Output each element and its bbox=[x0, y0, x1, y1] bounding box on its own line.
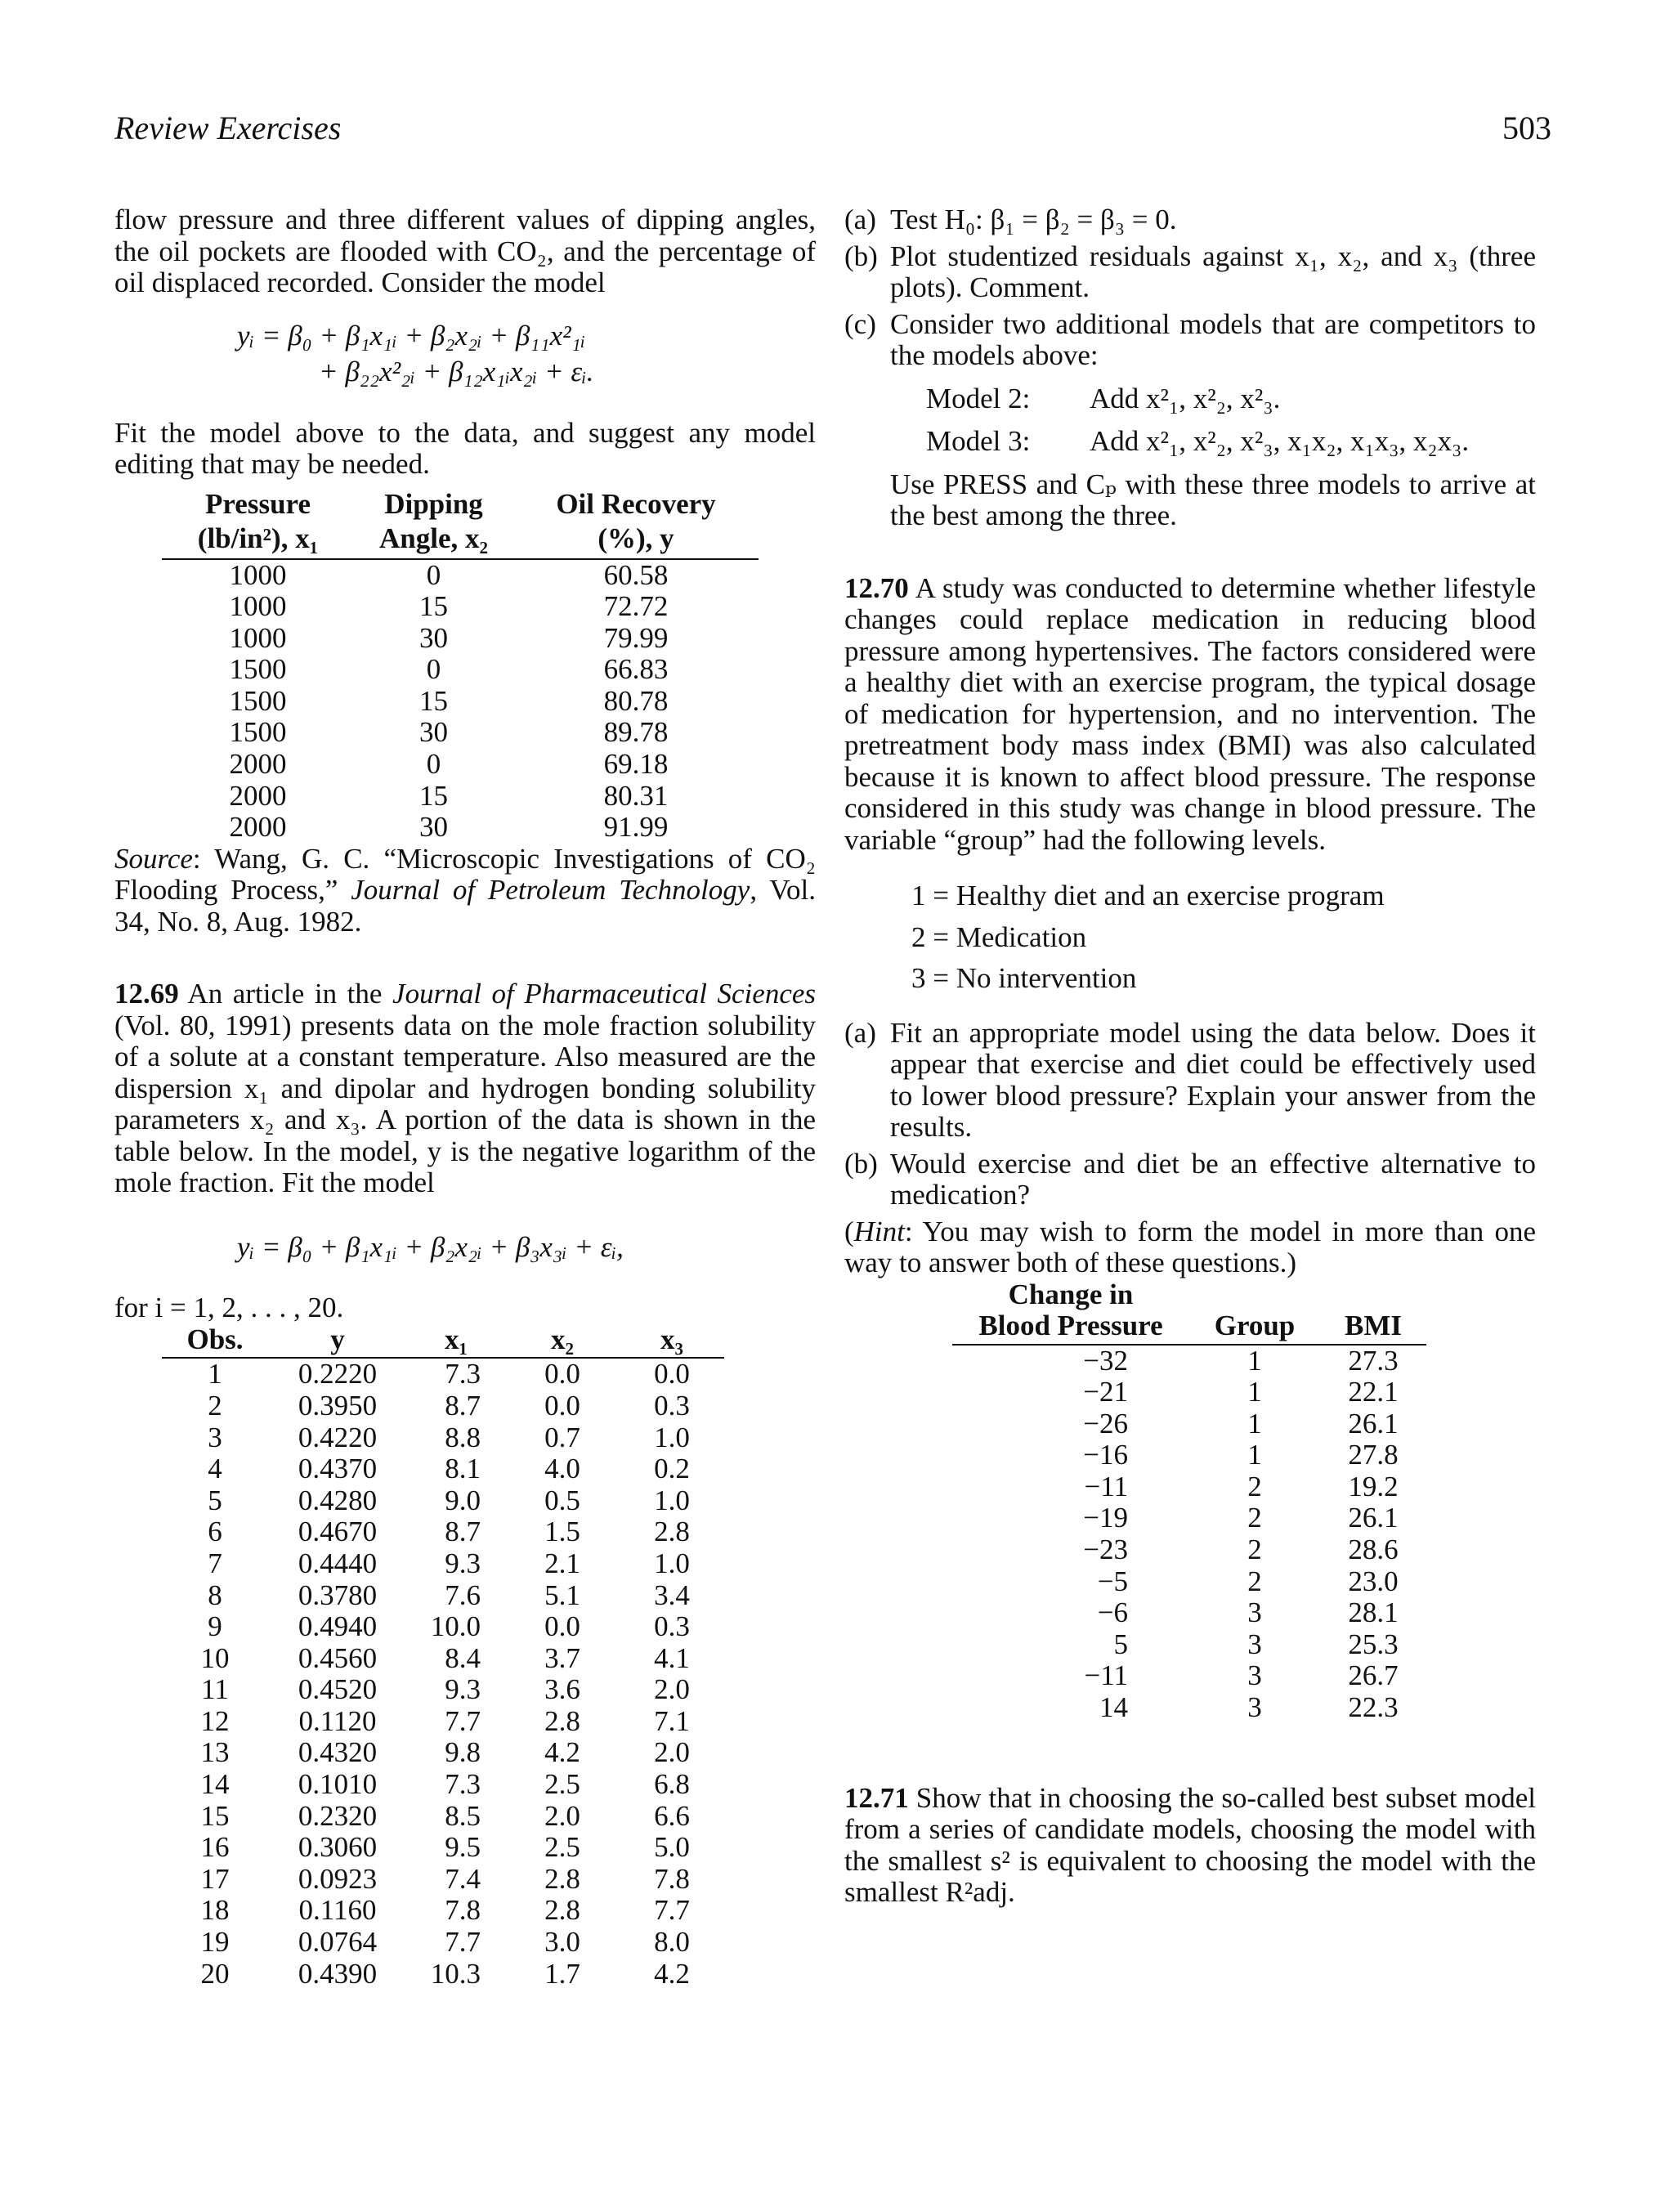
table-cell: 8 bbox=[208, 1578, 222, 1611]
ex70-parts bbox=[844, 1018, 1536, 1211]
table-row bbox=[162, 781, 759, 813]
table-cell: 0.5 bbox=[544, 1484, 580, 1516]
col-header: Obs. bbox=[162, 1324, 268, 1359]
table-cell: 5.0 bbox=[654, 1831, 690, 1864]
table-row bbox=[162, 1390, 724, 1422]
table-cell: 28.6 bbox=[1348, 1534, 1399, 1566]
table-cell: 0.0 bbox=[544, 1389, 580, 1422]
table-cell: 4.0 bbox=[544, 1453, 580, 1485]
table-cell: 0.0 bbox=[544, 1610, 580, 1643]
col-header: Angle, x₂ bbox=[354, 523, 513, 559]
ex70-text: A study was conducted to determine whether lifestyle changes could replace medication in reducing blood pressure among hypertensives. The factors considered were a healthy diet with an exercise program, the typical dosage of medication for hypertension, and no intervention. The pretreatment body mass index (BMI) was also calculated because it is known to affect blood pressure. The response considered in this study was change in blood pressure. The variable “group” had the following levels. bbox=[844, 571, 1536, 856]
table-cell: 7.8 bbox=[445, 1894, 481, 1927]
table-cell: 3.6 bbox=[544, 1673, 580, 1706]
model-equation-line1: yᵢ = β₀ + β₁x₁ᵢ + β₂x₂ᵢ + β₁₁x²₁ᵢ bbox=[237, 319, 586, 352]
table-cell: 23.0 bbox=[1348, 1565, 1399, 1597]
col-header: Blood Pressure bbox=[952, 1310, 1189, 1345]
table-cell: 1 bbox=[1247, 1344, 1262, 1377]
table-cell: 3 bbox=[208, 1421, 222, 1453]
table-cell: 17 bbox=[200, 1862, 230, 1895]
col-header: BMI bbox=[1320, 1310, 1426, 1345]
table-cell: 1500 bbox=[229, 716, 287, 749]
table-row bbox=[162, 1422, 724, 1454]
table-cell: 5.1 bbox=[544, 1578, 580, 1611]
table-cell: 5 bbox=[1113, 1628, 1128, 1660]
source-rest: , Vol. 34, No. 8, Aug. 1982. bbox=[114, 874, 816, 938]
exercise-number: 12.70 bbox=[844, 571, 909, 604]
part-label: (a) bbox=[844, 1016, 876, 1049]
table-cell: 3 bbox=[1247, 1596, 1262, 1629]
table-row bbox=[162, 654, 759, 686]
col-header: y bbox=[268, 1324, 407, 1359]
table-cell: 72.72 bbox=[603, 590, 669, 623]
table-cell: 6.6 bbox=[654, 1799, 690, 1832]
table-cell: 0.4560 bbox=[298, 1641, 378, 1674]
table-cell: 8.8 bbox=[445, 1421, 481, 1453]
table-row bbox=[162, 1706, 724, 1738]
blood-pressure-table bbox=[952, 1279, 1426, 1724]
table-cell: 19 bbox=[200, 1926, 230, 1959]
table-cell: 4 bbox=[208, 1453, 222, 1485]
col-header: (lb/in²), x₁ bbox=[162, 523, 354, 559]
right-column bbox=[844, 204, 1536, 1909]
table-cell: 7.4 bbox=[445, 1862, 481, 1895]
table-cell: 0.3950 bbox=[298, 1389, 378, 1422]
table-row bbox=[952, 1629, 1426, 1661]
table-row bbox=[162, 749, 759, 781]
model-desc: Add x²₁, x²₂, x²₃, x₁x₂, x₁x₃, x₂x₃. bbox=[1090, 425, 1470, 457]
table-cell: −23 bbox=[1083, 1534, 1128, 1566]
table-cell: 0.2320 bbox=[298, 1799, 378, 1832]
table-cell: 22.1 bbox=[1348, 1376, 1399, 1408]
table-cell: 1000 bbox=[229, 621, 287, 654]
table-row bbox=[162, 1453, 724, 1485]
table-row bbox=[162, 1959, 724, 1990]
source-journal: Journal of Petroleum Technology bbox=[351, 874, 750, 907]
table-cell: 2000 bbox=[229, 811, 287, 844]
table-row bbox=[162, 1674, 724, 1706]
model-name: Model 2: bbox=[926, 382, 1031, 414]
index-range: for i = 1, 2, . . . , 20. bbox=[114, 1292, 344, 1324]
exercise-part bbox=[844, 241, 1536, 304]
left-column bbox=[114, 204, 816, 1990]
table-cell: −11 bbox=[1084, 1470, 1128, 1502]
table-cell: 0.4940 bbox=[298, 1610, 378, 1643]
model-equation-line2: + β₂₂x²₂ᵢ + β₁₂x₁ᵢx₂ᵢ + εᵢ. bbox=[319, 356, 594, 387]
table-cell: 3.7 bbox=[544, 1641, 580, 1674]
table-cell: 0 bbox=[426, 558, 441, 591]
table-cell: 1 bbox=[1247, 1407, 1262, 1440]
table-row bbox=[162, 1801, 724, 1833]
table-cell: 4.2 bbox=[544, 1736, 580, 1769]
group-level: 2 = Medication bbox=[911, 920, 1087, 953]
table-cell: 0.4440 bbox=[298, 1547, 378, 1579]
table-cell: 2.8 bbox=[654, 1516, 690, 1548]
table-cell: 1.0 bbox=[654, 1484, 690, 1516]
exercise-part bbox=[844, 1149, 1536, 1211]
table-cell: 18 bbox=[200, 1894, 230, 1927]
table-cell: 2.0 bbox=[544, 1799, 580, 1832]
table-cell: 8.7 bbox=[445, 1516, 481, 1548]
col-header: x₃ bbox=[620, 1324, 724, 1359]
table-cell: 8.0 bbox=[654, 1926, 690, 1959]
table-cell: 3 bbox=[1247, 1659, 1262, 1692]
table-cell: 28.1 bbox=[1348, 1596, 1399, 1629]
table-cell: 1500 bbox=[229, 684, 287, 717]
table-cell: 27.3 bbox=[1348, 1344, 1399, 1377]
table-cell: 26.7 bbox=[1348, 1659, 1399, 1692]
model-row bbox=[926, 383, 1536, 415]
table-cell: 1000 bbox=[229, 558, 287, 591]
table-cell: 0.1120 bbox=[298, 1704, 377, 1737]
exercise-12-71 bbox=[844, 1783, 1536, 1909]
hint-label: Hint bbox=[853, 1215, 905, 1247]
table-row bbox=[162, 717, 759, 749]
part-label: (a) bbox=[844, 204, 876, 235]
exercise-number: 12.69 bbox=[114, 978, 179, 1010]
table-row bbox=[162, 1516, 724, 1548]
table-cell: 9.0 bbox=[445, 1484, 481, 1516]
ex69-text1: An article in the bbox=[178, 978, 393, 1010]
table-cell: 3 bbox=[1247, 1691, 1262, 1724]
press-instruction: Use PRESS and Cₚ with these three models to arrive at the best among the three. bbox=[890, 468, 1536, 531]
part-text: Fit an appropriate model using the data below. Does it appear that exercise and diet could be effectively used to lower blood pressure? Explain your answer from the results. bbox=[890, 1016, 1536, 1143]
exercise-part bbox=[844, 1018, 1536, 1144]
exercise-part bbox=[844, 309, 1536, 372]
table-cell: 22.3 bbox=[1348, 1691, 1399, 1724]
running-header: Review Exercises bbox=[114, 110, 342, 146]
table-cell: 13 bbox=[200, 1736, 230, 1769]
table-cell: 8.4 bbox=[445, 1641, 481, 1674]
table-cell: 4.2 bbox=[654, 1957, 690, 1990]
table-cell: 9.8 bbox=[445, 1736, 481, 1769]
table-row bbox=[162, 623, 759, 655]
table-cell: −19 bbox=[1083, 1502, 1128, 1534]
exercise-part bbox=[844, 204, 1536, 236]
exercise-12-69 bbox=[114, 978, 816, 1199]
table-row bbox=[162, 591, 759, 623]
table-row bbox=[162, 686, 759, 718]
table-cell: 30 bbox=[419, 811, 448, 844]
table-row bbox=[162, 1643, 724, 1675]
table-cell: −11 bbox=[1084, 1659, 1128, 1692]
table-cell: 10.3 bbox=[430, 1957, 481, 1990]
table-cell: 2.8 bbox=[544, 1894, 580, 1927]
table-cell: 0.1160 bbox=[298, 1894, 377, 1927]
table-cell: 11 bbox=[201, 1673, 229, 1706]
table-cell: 0 bbox=[426, 748, 441, 781]
table-cell: 26.1 bbox=[1348, 1407, 1399, 1440]
table-cell: 26.1 bbox=[1348, 1502, 1399, 1534]
table-cell: 8.7 bbox=[445, 1389, 481, 1422]
table-cell: 8.1 bbox=[445, 1453, 481, 1485]
table-cell: 0.2220 bbox=[298, 1358, 378, 1390]
table-cell: 7.3 bbox=[445, 1768, 481, 1801]
table-cell: 0.4280 bbox=[298, 1484, 378, 1516]
group-levels bbox=[911, 880, 1536, 995]
table-cell: 7.6 bbox=[445, 1578, 481, 1611]
table-row bbox=[952, 1692, 1426, 1724]
table-cell: 1 bbox=[1247, 1439, 1262, 1471]
table-row bbox=[952, 1566, 1426, 1598]
table-cell: 16 bbox=[200, 1831, 230, 1864]
model-desc: Add x²₁, x²₂, x²₃. bbox=[1090, 382, 1281, 414]
table-cell: 7.7 bbox=[445, 1926, 481, 1959]
table-cell: 15 bbox=[419, 779, 448, 812]
table-cell: 0.4520 bbox=[298, 1673, 378, 1706]
part-label: (b) bbox=[844, 240, 878, 272]
table-row bbox=[162, 1832, 724, 1864]
model-row bbox=[926, 426, 1536, 458]
group-level: 1 = Healthy diet and an exercise program bbox=[911, 880, 1385, 911]
table-row bbox=[162, 812, 759, 844]
table-row bbox=[952, 1597, 1426, 1629]
table-cell: 0.7 bbox=[544, 1421, 580, 1453]
col-header: Dipping bbox=[384, 487, 483, 520]
col-header: x₂ bbox=[505, 1324, 620, 1359]
table-cell: 1.0 bbox=[654, 1421, 690, 1453]
table-cell: 15 bbox=[200, 1799, 230, 1832]
part-text: Test H₀: β₁ = β₂ = β₃ = 0. bbox=[890, 204, 1177, 235]
hint: (Hint: You may wish to form the model in more than one way to answer both of these questions.) bbox=[844, 1215, 1536, 1278]
table-cell: 2.8 bbox=[544, 1862, 580, 1895]
table-cell: −16 bbox=[1083, 1439, 1128, 1471]
table-cell: 2 bbox=[1247, 1534, 1262, 1566]
ex69-parts bbox=[844, 204, 1536, 372]
ex69-journal: Journal of Pharmaceutical Sciences bbox=[392, 978, 817, 1010]
table-cell: 0.3 bbox=[654, 1610, 690, 1643]
col-header: Oil Recovery bbox=[556, 487, 716, 520]
table-cell: 2.5 bbox=[544, 1831, 580, 1864]
oil-recovery-rows bbox=[162, 559, 759, 844]
part-text: Consider two additional models that are competitors to the models above: bbox=[890, 307, 1536, 371]
table-cell: 6 bbox=[208, 1516, 222, 1548]
col-header: (%), y bbox=[513, 523, 759, 559]
table-cell: 79.99 bbox=[603, 621, 669, 654]
table-row bbox=[952, 1660, 1426, 1692]
table-cell: 12 bbox=[200, 1704, 230, 1737]
table-row bbox=[162, 1737, 724, 1769]
table-row bbox=[162, 1485, 724, 1517]
exercise-12-70 bbox=[844, 573, 1536, 857]
table-cell: 8.5 bbox=[445, 1799, 481, 1832]
table-cell: 1 bbox=[1247, 1376, 1262, 1408]
table-cell: 1.0 bbox=[654, 1547, 690, 1579]
table-cell: 7.7 bbox=[654, 1894, 690, 1927]
table-cell: 0.4670 bbox=[298, 1516, 378, 1548]
table-row bbox=[162, 1864, 724, 1896]
table-cell: 2 bbox=[208, 1389, 222, 1422]
table-cell: 0.2 bbox=[654, 1453, 690, 1485]
table-cell: 15 bbox=[419, 590, 448, 623]
table-cell: 0.4370 bbox=[298, 1453, 378, 1485]
table-cell: 0.4390 bbox=[298, 1957, 378, 1990]
table-row bbox=[952, 1408, 1426, 1440]
table-row bbox=[162, 559, 759, 592]
table-cell: −32 bbox=[1083, 1344, 1128, 1377]
source-citation bbox=[114, 844, 816, 938]
table-cell: 0.0 bbox=[544, 1358, 580, 1390]
table-cell: 4.1 bbox=[654, 1641, 690, 1674]
table-cell: 3.4 bbox=[654, 1578, 690, 1611]
part-label: (c) bbox=[844, 307, 876, 340]
ex69-equation: yᵢ = β₀ + β₁x₁ᵢ + β₂x₂ᵢ + β₃x₃ᵢ + εᵢ, bbox=[237, 1230, 624, 1263]
table-row bbox=[162, 1769, 724, 1801]
table-cell: 7.3 bbox=[445, 1358, 481, 1390]
table-cell: 27.8 bbox=[1348, 1439, 1399, 1471]
table-cell: 0 bbox=[426, 653, 441, 686]
table-cell: 2.5 bbox=[544, 1768, 580, 1801]
col-header: x₁ bbox=[407, 1324, 505, 1359]
group-level: 3 = No intervention bbox=[911, 962, 1137, 994]
solubility-rows bbox=[162, 1358, 724, 1990]
table-cell: 89.78 bbox=[603, 716, 669, 749]
table-cell: 19.2 bbox=[1348, 1470, 1399, 1502]
table-row bbox=[162, 1895, 724, 1927]
model-name: Model 3: bbox=[926, 425, 1031, 457]
table-cell: 2 bbox=[1247, 1565, 1262, 1597]
table-cell: 0.3060 bbox=[298, 1831, 378, 1864]
table-row bbox=[952, 1345, 1426, 1377]
table-cell: 1000 bbox=[229, 590, 287, 623]
table-row bbox=[952, 1471, 1426, 1503]
solubility-table bbox=[162, 1324, 724, 1990]
source-text: : Wang, G. C. “Microscopic Investigations of CO₂ Flooding Process,” bbox=[114, 842, 816, 907]
table-cell: 30 bbox=[419, 716, 448, 749]
table-cell: 7.8 bbox=[654, 1862, 690, 1895]
table-cell: 10 bbox=[200, 1641, 230, 1674]
table-cell: 5 bbox=[208, 1484, 222, 1516]
table-cell: 6.8 bbox=[654, 1768, 690, 1801]
col-header: Pressure bbox=[205, 487, 311, 520]
part-label: (b) bbox=[844, 1147, 878, 1180]
table-row bbox=[952, 1377, 1426, 1408]
table-cell: 2.8 bbox=[544, 1704, 580, 1737]
table-cell: 2000 bbox=[229, 748, 287, 781]
table-cell: 0.0 bbox=[654, 1358, 690, 1390]
table-row bbox=[162, 1927, 724, 1959]
blood-pressure-rows bbox=[952, 1345, 1426, 1724]
table-cell: 1 bbox=[208, 1358, 222, 1390]
table-cell: 80.78 bbox=[603, 684, 669, 717]
table-cell: 0.0764 bbox=[298, 1926, 378, 1959]
table-cell: 2.0 bbox=[654, 1673, 690, 1706]
table-cell: 7.7 bbox=[445, 1704, 481, 1737]
table-cell: 0.1010 bbox=[298, 1768, 378, 1801]
table-cell: 0.3 bbox=[654, 1389, 690, 1422]
part-text: Plot studentized residuals against x₁, x₂, and x₃ (three plots). Comment. bbox=[890, 240, 1536, 303]
table-cell: 1.5 bbox=[544, 1516, 580, 1548]
table-cell: 10.0 bbox=[430, 1610, 481, 1643]
table-row bbox=[952, 1502, 1426, 1534]
table-cell: 0.4320 bbox=[298, 1736, 378, 1769]
table-cell: 2.0 bbox=[654, 1736, 690, 1769]
table-cell: 20 bbox=[200, 1957, 230, 1990]
table-cell: 9.5 bbox=[445, 1831, 481, 1864]
table-cell: 7 bbox=[208, 1547, 222, 1579]
ex71-text: Show that in choosing the so-called best subset model from a series of candidate models, choosing the model with the smallest s² is equivalent to choosing the model with the smallest R²adj. bbox=[844, 1781, 1536, 1909]
table-cell: 91.99 bbox=[603, 811, 669, 844]
source-label: Source bbox=[114, 842, 193, 875]
table-cell: 60.58 bbox=[603, 558, 669, 591]
hint-text: : You may wish to form the model in more than one way to answer both of these questions.) bbox=[844, 1215, 1536, 1278]
table-cell: −21 bbox=[1083, 1376, 1128, 1408]
table-cell: −5 bbox=[1097, 1565, 1128, 1597]
table-cell: 3.0 bbox=[544, 1926, 580, 1959]
table-cell: 3 bbox=[1247, 1628, 1262, 1660]
table-cell: 2000 bbox=[229, 779, 287, 812]
table-cell: 2.1 bbox=[544, 1547, 580, 1579]
table-row bbox=[952, 1440, 1426, 1471]
table-row bbox=[162, 1358, 724, 1390]
table-cell: 9.3 bbox=[445, 1547, 481, 1579]
table-cell: 9.3 bbox=[445, 1673, 481, 1706]
table-cell: 0.3780 bbox=[298, 1578, 378, 1611]
table-cell: 0.4220 bbox=[298, 1421, 378, 1453]
intro-paragraph: flow pressure and three different values of dipping angles, the oil pockets are flooded with CO₂, and the percentage of oil displaced recorded. Consider the model bbox=[114, 204, 816, 298]
col-header: Change in bbox=[1008, 1278, 1134, 1310]
table-cell: 25.3 bbox=[1348, 1628, 1399, 1660]
table-row bbox=[162, 1548, 724, 1580]
table-cell: 69.18 bbox=[603, 748, 669, 781]
page-number: 503 bbox=[1502, 110, 1551, 146]
model-list bbox=[926, 383, 1536, 458]
table-cell: 1.7 bbox=[544, 1957, 580, 1990]
table-cell: 2 bbox=[1247, 1470, 1262, 1502]
table-row bbox=[162, 1611, 724, 1643]
table-cell: 1500 bbox=[229, 653, 287, 686]
exercise-number: 12.71 bbox=[844, 1781, 909, 1814]
table-cell: 14 bbox=[1099, 1691, 1128, 1724]
table-cell: 66.83 bbox=[603, 653, 669, 686]
part-text: Would exercise and diet be an effective alternative to medication? bbox=[890, 1147, 1536, 1211]
table-cell: 7.1 bbox=[654, 1704, 690, 1737]
table-cell: 0.0923 bbox=[298, 1862, 378, 1895]
table-cell: 30 bbox=[419, 621, 448, 654]
table-cell: 9 bbox=[208, 1610, 222, 1643]
table-cell: 15 bbox=[419, 684, 448, 717]
table-cell: 14 bbox=[200, 1768, 230, 1801]
table-cell: 80.31 bbox=[603, 779, 669, 812]
table-row bbox=[952, 1534, 1426, 1566]
table-cell: −26 bbox=[1083, 1407, 1128, 1440]
fit-instruction: Fit the model above to the data, and suggest any model editing that may be needed. bbox=[114, 416, 816, 480]
table-cell: −6 bbox=[1097, 1596, 1128, 1629]
table-cell: 2 bbox=[1247, 1502, 1262, 1534]
ex69-text2: (Vol. 80, 1991) presents data on the mole fraction solubility of a solute at a constant temperature. Also measured are the dispersion x₁ and dipolar and hydrogen bonding solubility parameters x₂ and x₃. A portion of the data is shown in the table below. In the model, y is the negative logarithm of the mole fraction. Fit the model bbox=[114, 1009, 816, 1199]
table-row bbox=[162, 1580, 724, 1612]
col-header: Group bbox=[1189, 1310, 1320, 1345]
oil-recovery-table bbox=[162, 489, 759, 844]
